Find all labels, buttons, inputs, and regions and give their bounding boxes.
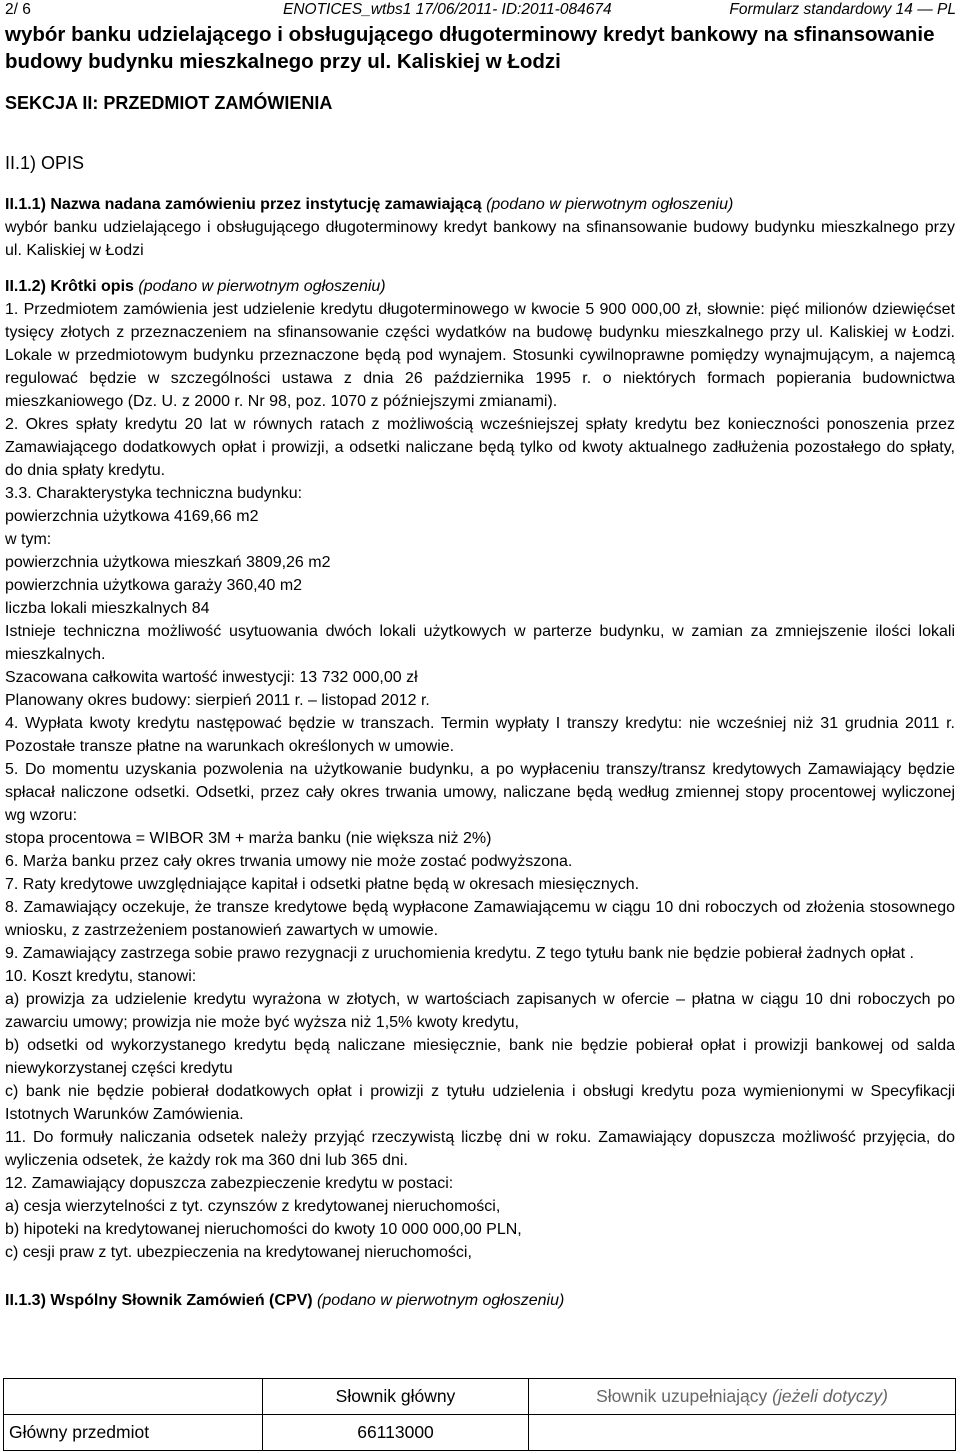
paragraph: 1. Przedmiotem zamówienia jest udzielenie kredytu długoterminowego w kwocie 5 900 000,00 zł, słownie: pięć milionów dziewięćset tysięcy złotych z przeznaczeniem na sfinansowanie części wydatków na budowę budynku mieszkalnego przy ul. Kaliskiej w Łodzi. Lokale w przedmiotowym budynku przeznaczone będą pod wynajem. Stosunki cywilnoprawne pomiędzy wynajmującym, a najemcą regulować będzie w szczególności ustawa z dnia 26 października 1995 r. o niektórych formach popierania budownictwa mieszkaniowego (Dz. U. z 2000 r. Nr 98, poz. 1070 z późniejszymi zmianami). — [5, 301, 955, 410]
table-header-supplementary-note: (jeżeli dotyczy) — [772, 1386, 888, 1406]
paragraph: Planowany okres budowy: sierpień 2011 r. – listopad 2012 r. — [5, 692, 430, 709]
page-header — [5, 0, 956, 22]
paragraph: 4. Wypłata kwoty kredytu następować będzie w transzach. Termin wypłaty I transzy kredytu: nie wcześniej niż 31 grudnia 2011 r. Pozostałe transze płatne na warunkach określonych w umowie. — [5, 715, 955, 755]
paragraph: 10. Koszt kredytu, stanowi: — [5, 968, 197, 985]
paragraph: c) bank nie będzie pobierał dodatkowych opłat i prowizji z tytułu udzielenia i obsługi kredytu poza wymienionymi w Specyfikacji Istotnych Warunków Zamówienia. — [5, 1083, 955, 1123]
page-number: 2/ 6 — [5, 1, 31, 18]
section-3-title: II.1.3) Wspólny Słownik Zamówień (CPV) — [5, 1292, 313, 1309]
paragraph: 11. Do formuły naliczania odsetek należy przyjąć rzeczywistą liczbę dni w roku. Zamawiający dopuszcza możliwość przyjęcia, do wyliczenia odsetek, że każdy rok ma 360 dni lub 365 dni. — [5, 1129, 955, 1169]
section-1-text: wybór banku udzielającego i obsługującego długoterminowy kredyt bankowy na sfinansowanie budowy budynku mieszkalnego przy ul. Kaliskiej w Łodzi — [5, 219, 955, 259]
paragraph: liczba lokali mieszkalnych 84 — [5, 600, 210, 617]
paragraph: b) odsetki od wykorzystanego kredytu będą naliczane miesięcznie, bank nie będzie pobierał opłat i prowizji bankowej od salda niewykorzystanej części kredytu — [5, 1037, 955, 1077]
subsection-heading: II.1) OPIS — [5, 153, 85, 173]
table-row-label: Główny przedmiot — [4, 1415, 263, 1451]
section-3-note: (podano w pierwotnym ogłoszeniu) — [317, 1292, 565, 1309]
cpv-code: 66113000 — [263, 1415, 529, 1451]
table-cell-empty — [529, 1415, 956, 1451]
paragraph: Istnieje techniczna możliwość usytuowania dwóch lokali użytkowych w parterze budynku, w zamian za zmniejszenie ilości lokali mieszkalnych. — [5, 623, 955, 663]
table-header-main: Słownik główny — [263, 1379, 529, 1415]
paragraph: 7. Raty kredytowe uwzględniające kapitał i odsetki płatne będą w okresach miesięcznych. — [5, 876, 640, 893]
paragraph: w tym: — [5, 531, 52, 548]
document-title: wybór banku udzielającego i obsługującego długoterminowy kredyt bankowy na sfinansowanie budowy budynku mieszkalnego przy ul. Kaliskiej w Łodzi — [5, 23, 935, 73]
table-cell-empty — [4, 1379, 263, 1415]
paragraph: a) cesja wierzytelności z tyt. czynszów z kredytowanej nieruchomości, — [5, 1198, 501, 1215]
cpv-table — [3, 1378, 956, 1451]
paragraph: b) hipoteki na kredytowanej nieruchomości do kwoty 10 000 000,00 PLN, — [5, 1221, 522, 1238]
paragraph: powierzchnia użytkowa 4169,66 m2 — [5, 508, 259, 525]
paragraph: 6. Marża banku przez cały okres trwania umowy nie może zostać podwyższona. — [5, 853, 573, 870]
paragraph: Szacowana całkowita wartość inwestycji: 13 732 000,00 zł — [5, 669, 418, 686]
section-1-note: (podano w pierwotnym ogłoszeniu) — [486, 196, 734, 213]
paragraph: c) cesji praw z tyt. ubezpieczenia na kredytowanej nieruchomości, — [5, 1244, 472, 1261]
section-2-heading — [5, 275, 955, 298]
table-header-supplementary-label: Słownik uzupełniający — [596, 1386, 768, 1406]
table-row — [4, 1415, 956, 1451]
paragraph: powierzchnia użytkowa mieszkań 3809,26 m2 — [5, 554, 331, 571]
notice-id: ENOTICES_wtbs1 17/06/2011- ID:2011-084674 — [283, 1, 612, 18]
section-3-heading — [5, 1289, 955, 1312]
paragraph: a) prowizja za udzielenie kredytu wyrażona w złotych, w wartościach zapisanych w ofercie – płatna w ciągu 10 dni roboczych po zawarciu umowy; prowizja nie może być wyższa niż 1,5% kwoty kredytu, — [5, 991, 955, 1031]
paragraph: 2. Okres spłaty kredytu 20 lat w równych ratach z możliwością wcześniejszej spłaty kredytu bez konieczności ponoszenia przez Zamawiającego dodatkowych opłat i prowizji, a odsetki naliczane będą tylko od kwoty aktualnego zadłużenia pozostałego do spłaty, do dnia spłaty kredytu. — [5, 416, 955, 479]
paragraph: stopa procentowa = WIBOR 3M + marża banku (nie większa niż 2%) — [5, 830, 492, 847]
description-content — [5, 193, 955, 1312]
section-heading: SEKCJA II: PRZEDMIOT ZAMÓWIENIA — [5, 93, 333, 113]
section-1-heading — [5, 193, 955, 216]
section-2-note: (podano w pierwotnym ogłoszeniu) — [138, 278, 386, 295]
paragraph: 3.3. Charakterystyka techniczna budynku: — [5, 485, 303, 502]
section-1-title: II.1.1) Nazwa nadana zamówieniu przez instytucję zamawiającą — [5, 196, 482, 213]
table-header-supplementary — [529, 1379, 956, 1415]
table-row — [4, 1379, 956, 1415]
section-2-title: II.1.2) Krôtki opis — [5, 278, 134, 295]
paragraph: 5. Do momentu uzyskania pozwolenia na użytkowanie budynku, a po wypłaceniu transzy/transz kredytowych Zamawiający będzie spłacał naliczone odsetki. Odsetki, przez cały okres trwania umowy, naliczane będą według zmiennej stopy procentowej wyliczonej wg wzoru: — [5, 761, 955, 824]
paragraph: 12. Zamawiający dopuszcza zabezpieczenie kredytu w postaci: — [5, 1175, 454, 1192]
paragraph: 8. Zamawiający oczekuje, że transze kredytowe będą wypłacone Zamawiającemu w ciągu 10 dni roboczych od złożenia stosownego wniosku, z zastrzeżeniem postanowień zawartych w umowie. — [5, 899, 955, 939]
paragraph: 9. Zamawiający zastrzega sobie prawo rezygnacji z uruchomienia kredytu. Z tego tytułu bank nie będzie pobierał żadnych opłat . — [5, 945, 914, 962]
form-name: Formularz standardowy 14 — PL — [729, 1, 956, 18]
paragraph: powierzchnia użytkowa garaży 360,40 m2 — [5, 577, 303, 594]
